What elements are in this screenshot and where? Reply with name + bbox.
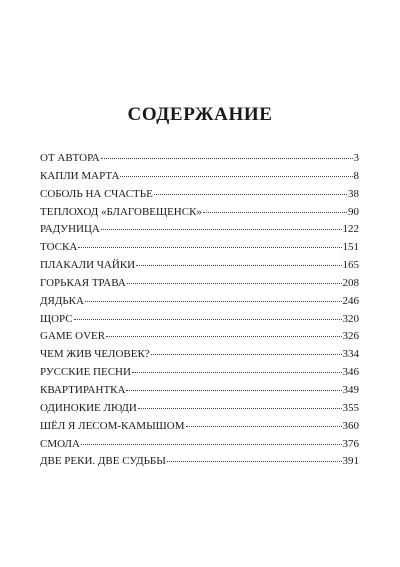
toc-entry-title: ОТ АВТОРА bbox=[40, 152, 100, 164]
toc-entry-title: ТОСКА bbox=[40, 241, 78, 254]
dot-leader bbox=[101, 229, 342, 230]
toc-list bbox=[40, 150, 359, 471]
toc-entry-title: ШЁЛ Я ЛЕСОМ-КАМЫШОМ bbox=[40, 419, 185, 432]
toc-entry-title: ТЕПЛОХОД «БЛАГОВЕЩЕНСК» bbox=[40, 205, 202, 218]
toc-entry-page-number: 355 bbox=[342, 401, 359, 414]
toc-entry-title: ЧЕМ ЖИВ ЧЕЛОВЕК? bbox=[40, 348, 150, 361]
toc-entry-title: СОБОЛЬ НА СЧАСТЬЕ bbox=[40, 187, 153, 200]
toc-entry bbox=[40, 204, 359, 222]
toc-entry-page-number: 165 bbox=[342, 259, 359, 272]
toc-entry bbox=[40, 293, 359, 311]
toc-entry-page-number: 360 bbox=[342, 419, 359, 432]
toc-entry bbox=[40, 382, 359, 400]
toc-entry-title: РАДУНИЦА bbox=[40, 223, 100, 236]
toc-entry-title: ПЛАКАЛИ ЧАЙКИ bbox=[40, 259, 136, 272]
toc-entry-page-number: 326 bbox=[342, 330, 359, 343]
toc-entry-title: ОДИНОКИЕ ЛЮДИ bbox=[40, 401, 137, 414]
dot-leader bbox=[120, 176, 352, 177]
toc-entry bbox=[40, 364, 359, 382]
dot-leader bbox=[78, 247, 341, 248]
toc-entry-page-number: 346 bbox=[342, 366, 359, 379]
dot-leader bbox=[74, 319, 342, 320]
dot-leader bbox=[151, 354, 342, 355]
toc-entry bbox=[40, 275, 359, 293]
toc-entry bbox=[40, 311, 359, 329]
toc-entry-title: ГОРЬКАЯ ТРАВА bbox=[40, 276, 126, 289]
toc-entry bbox=[40, 239, 359, 257]
toc-entry-page-number: 90 bbox=[348, 205, 359, 218]
dot-leader bbox=[203, 212, 347, 213]
dot-leader bbox=[132, 372, 342, 373]
toc-entry bbox=[40, 346, 359, 364]
dot-leader bbox=[101, 158, 353, 159]
toc-entry-title: ЩОРС bbox=[40, 312, 73, 325]
toc-entry-page-number: 38 bbox=[348, 187, 359, 200]
toc-entry-page-number: 334 bbox=[342, 348, 359, 361]
dot-leader bbox=[81, 444, 342, 445]
toc-entry-page-number: 320 bbox=[342, 312, 359, 325]
toc-entry-title: ДВЕ РЕКИ. ДВЕ СУДЬБЫ bbox=[40, 455, 166, 468]
toc-entry bbox=[40, 418, 359, 436]
toc-entry-page-number: 246 bbox=[342, 294, 359, 307]
dot-leader bbox=[186, 426, 342, 427]
toc-entry bbox=[40, 436, 359, 454]
toc-entry bbox=[40, 168, 359, 186]
dot-leader bbox=[167, 461, 342, 462]
toc-entry-page-number: 8 bbox=[353, 169, 359, 182]
toc-entry-page-number: 376 bbox=[342, 437, 359, 450]
toc-entry-page-number: 122 bbox=[342, 223, 359, 236]
dot-leader bbox=[138, 408, 342, 409]
dot-leader bbox=[126, 390, 341, 391]
toc-entry bbox=[40, 257, 359, 275]
toc-entry-page-number: 391 bbox=[342, 455, 359, 468]
toc-entry bbox=[40, 186, 359, 204]
toc-entry bbox=[40, 150, 359, 168]
toc-entry-page-number: 349 bbox=[342, 383, 359, 396]
dot-leader bbox=[136, 265, 341, 266]
dot-leader bbox=[85, 301, 342, 302]
toc-entry-title: РУССКИЕ ПЕСНИ bbox=[40, 366, 131, 379]
toc-entry-title: КАПЛИ МАРТА bbox=[40, 169, 120, 182]
toc-entry-page-number: 208 bbox=[342, 276, 359, 289]
toc-entry-title: СМОЛА bbox=[40, 437, 80, 450]
toc-entry-page-number: 3 bbox=[353, 152, 359, 164]
toc-entry-title: КВАРТИРАНТКА bbox=[40, 383, 126, 396]
toc-entry-title: ДЯДЬКА bbox=[40, 294, 84, 307]
toc-entry bbox=[40, 400, 359, 418]
toc-entry bbox=[40, 453, 359, 471]
dot-leader bbox=[127, 283, 342, 284]
toc-entry-title: GAME OVER bbox=[40, 330, 106, 343]
toc-entry-page-number: 151 bbox=[342, 241, 359, 254]
toc-entry bbox=[40, 221, 359, 239]
dot-leader bbox=[106, 336, 341, 337]
toc-heading: СОДЕРЖАНИЕ bbox=[127, 104, 273, 125]
dot-leader bbox=[154, 194, 347, 195]
toc-entry bbox=[40, 328, 359, 346]
